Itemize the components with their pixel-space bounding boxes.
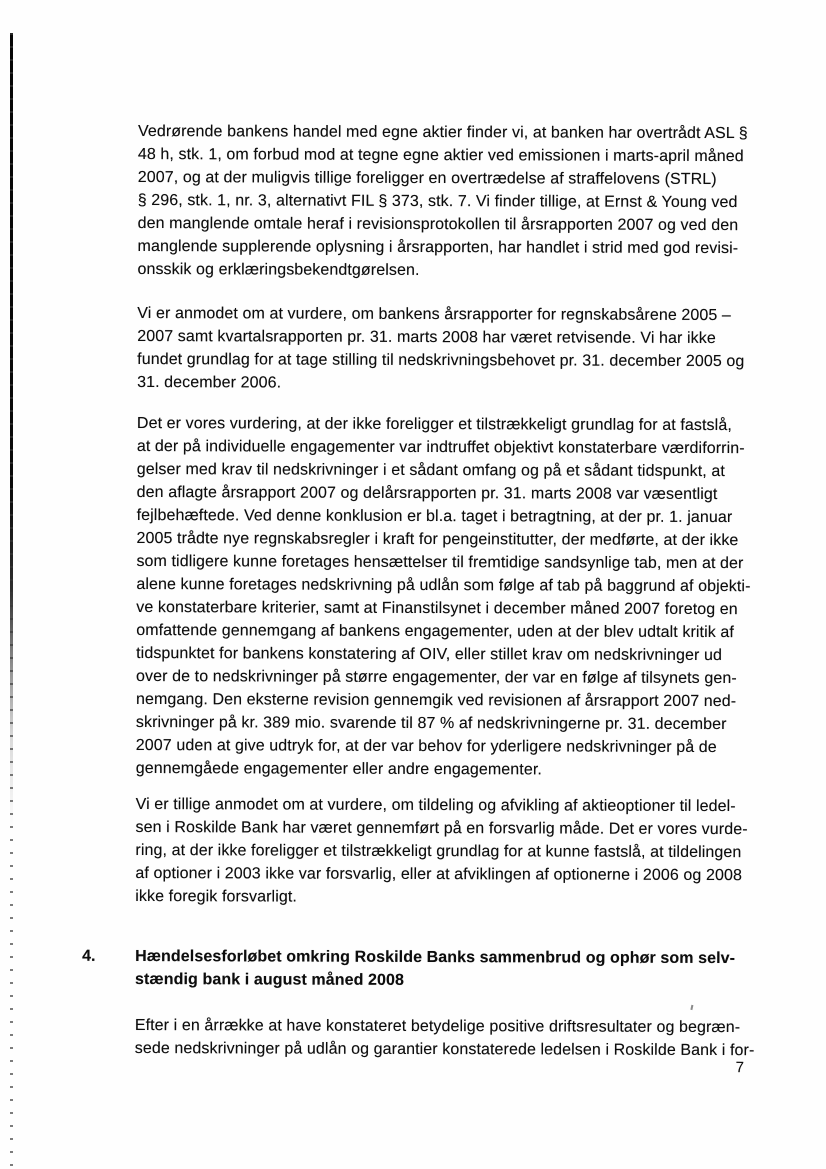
paragraph-events-intro: Efter i en årrække at have konstateret betydelige positive driftsresultater og begræn- sede nedskrivninger på udlån og garantier konstaterede ledelsen i Roskilde Bank i for- [134,1016,755,1060]
paragraph-stock-options: Vi er tillige anmodet om at vurdere, om tildeling og afvikling af aktieoptioner til ledel- sen i Roskilde Bank har været gennemført på en forsvarlig måde. Det er vores vurde- ring, at der ikke foreligger et tilstrækkeligt grundlag for at kunne fastslå, at tildelingen af optioner i 2003 ikke var forsvarlig, eller at afviklingen af optionerne i 2006 og 2008 ikke foregik forsvarligt. [135,795,748,906]
scan-speck [690,1005,693,1010]
paragraph-own-shares-trading: Vedrørende bankens handel med egne aktier finder vi, at banken har overtrådt ASL § 48 h, stk. 1, om forbud mod at tegne egne aktier ved emissionen i marts-april måned 2007, og at der muligvis tillige foreligger en overtrædelse af straffelovens (STRL) § 296, stk. 1, nr. 3, alternativt FIL § 373, stk. 7. Vi finder tillige, at Ernst & Young ved den manglende omtale heraf i revisionsprotokollen til årsrapporten 2007 og ved den manglende supplerende oplysning i årsrapporten, har handlet i strid med god revisi- onsskik og erklæringsbekendtgørelsen. [137,122,748,279]
page-number: 7 [735,1059,745,1077]
paragraph-annual-reports-assessment: Vi er anmodet om at vurdere, om bankens årsrapporter for regnskabsårene 2005 – 2007 samt kvartalsrapporten pr. 31. marts 2008 har været retvisende. Vi har ikke fundet grundlag for at tage stilling til nedskrivningsbehovet pr. 31. december 2005 og 31. december 2006. [137,304,745,392]
section-number: 4. [82,947,96,965]
section-heading: Hændelsesforløbet omkring Roskilde Banks sammenbrud og ophør som selv- stændig bank i august måned 2008 [134,947,736,989]
paragraph-impairments-conclusion: Det er vores vurdering, at der ikke foreligger et tilstrækkeligt grundlag for at fastslå, at der på individuelle engagementer var indtruffet objektivt konstaterbare værdiforrin- gelser med krav til nedskrivninger i et sådant omfang og på et sådant tidspunkt, at den aflagte årsrapport 2007 og delårsrapporten pr. 31. marts 2008 var væsentligt fejlbehæftede. Ved denne konklusion er bl.a. taget i betragtning, at der pr. 1. januar 2005 trådte nye regnskabsregler i kraft for pengeinstitutter, der medførte, at der ikke som tidligere kunne foretages hensættelser til fremtidige sandsynlige tab, men at der alene kunne foretages nedskrivning på udlån som følge af tab på baggrund af objekti- ve konstaterbare kriterier, samt at Finanstilsynet i december måned 2007 foretog en omfattende gennemgang af bankens engagementer, uden at der blev udtalt kritik af tidspunktet for bankens konstatering af OIV, eller stillet krav om nedskrivninger ud over de to nedskrivninger på større engagementer, der var en følge af tilsynets gen- nemgang. Den eksterne revision gennemgik ved revisionen af årsrapport 2007 ned- skrivninger på kr. 389 mio. svarende til 87 % af nedskrivningerne pr. 31. december 2007 uden at give udtryk for, at der var behov for yderligere nedskrivninger på de gennemgåede engagementer eller andre engagementer. [135,414,751,779]
